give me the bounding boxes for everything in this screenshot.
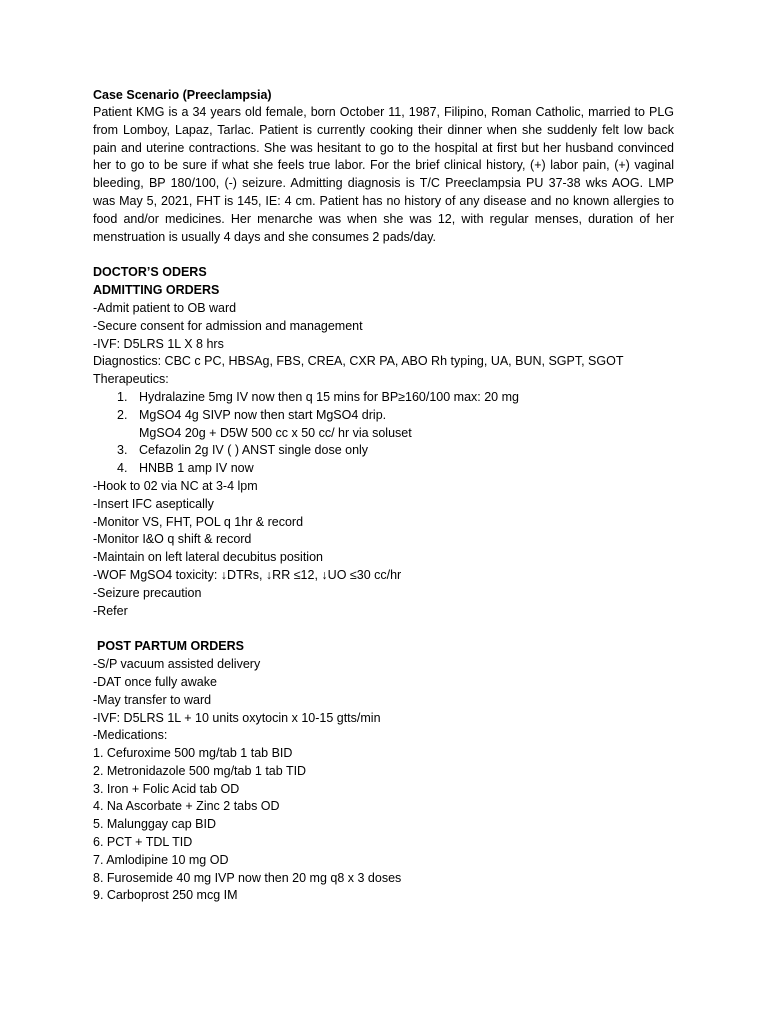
list-number: 4. (117, 461, 128, 476)
order-line: -DAT once fully awake (93, 674, 217, 689)
case-title: Case Scenario (Preeclampsia) (93, 88, 272, 102)
order-line: -Seizure precaution (93, 585, 202, 600)
list-number: 2. (117, 407, 128, 422)
medication-item: 9. Carboprost 250 mcg IM (93, 888, 238, 903)
list-item (93, 389, 674, 407)
admitting-lines-after (93, 478, 674, 620)
list-number: 3. (117, 443, 128, 458)
therapeutics-label: Therapeutics: (93, 372, 169, 387)
order-line: -IVF: D5LRS 1L + 10 units oxytocin x 10-15 gtts/min (93, 710, 381, 725)
medication-item: 8. Furosemide 40 mg IVP now then 20 mg q8 x 3 doses (93, 870, 402, 885)
medication-item: 5. Malunggay cap BID (93, 817, 216, 832)
therapeutics-list (93, 389, 674, 425)
medication-item: 1. Cefuroxime 500 mg/tab 1 tab BID (93, 746, 293, 761)
medications-label: -Medications: (93, 728, 168, 743)
order-line: -Insert IFC aseptically (93, 496, 214, 511)
order-line: -Monitor VS, FHT, POL q 1hr & record (93, 514, 304, 529)
medication-item: 3. Iron + Folic Acid tab OD (93, 781, 240, 796)
order-line: -Maintain on left lateral decubitus position (93, 550, 323, 565)
medication-item: 7. Amlodipine 10 mg OD (93, 852, 229, 867)
diagnostics-line: Diagnostics: CBC c PC, HBSAg, FBS, CREA, CXR PA, ABO Rh typing, UA, BUN, SGPT, SGOT (93, 354, 624, 369)
spacer (93, 246, 674, 264)
list-number: 1. (117, 389, 128, 404)
list-item (93, 460, 674, 478)
list-item (93, 407, 674, 425)
medication-item: 4. Na Ascorbate + Zinc 2 tabs OD (93, 799, 280, 814)
post-partum-lines (93, 656, 674, 745)
medications-list (93, 745, 674, 905)
case-paragraph: Patient KMG is a 34 years old female, born October 11, 1987, Filipino, Roman Catholic, married to PLG from Lomboy, Lapaz, Tarlac. Patient is currently cooking their dinner when she suddenly felt low back pain and uterine contractions. She was hesitant to go to the hospital at first but her husband convinced her to go to be sure if what she feels true labor. For the brief clinical history, (+) labor pain, (+) vaginal bleeding, BP 180/100, (-) seizure. Admitting diagnosis is T/C Preeclampsia PU 37-38 wks AOG. LMP was May 5, 2021, FHT is 145, IE: 4 cm. Patient has no history of any disease and no known allergies to food and/or medicines. Her menarche was when she was 12, with regular menses, duration of her menstruation is usually 4 days and she consumes 2 pads/day. (93, 105, 674, 244)
order-line: -WOF MgSO4 toxicity: ↓DTRs, ↓RR ≤12, ↓UO ≤30 cc/hr (93, 567, 402, 582)
list-item-text: Hydralazine 5mg IV now then q 15 mins for BP≥160/100 max: 20 mg (139, 389, 519, 404)
list-item-text: HNBB 1 amp IV now (139, 461, 254, 476)
medication-item: 6. PCT + TDL TID (93, 835, 193, 850)
order-line: -Monitor I&O q shift & record (93, 532, 252, 547)
list-item-continuation: MgSO4 20g + D5W 500 cc x 50 cc/ hr via soluset (139, 425, 412, 440)
list-item-text: MgSO4 4g SIVP now then start MgSO4 drip. (139, 407, 387, 422)
admitting-orders-heading: ADMITTING ORDERS (93, 283, 220, 298)
medication-item: 2. Metronidazole 500 mg/tab 1 tab TID (93, 763, 307, 778)
doctors-orders-heading: DOCTOR’S ODERS (93, 265, 207, 280)
order-line: -Refer (93, 603, 128, 618)
spacer (93, 620, 674, 638)
post-partum-heading: POST PARTUM ORDERS (97, 639, 244, 654)
order-line: -Admit patient to OB ward (93, 300, 237, 315)
list-item-text: Cefazolin 2g IV ( ) ANST single dose only (139, 443, 369, 458)
order-line: -IVF: D5LRS 1L X 8 hrs (93, 336, 224, 351)
admitting-lines-before (93, 300, 674, 389)
order-line: -Secure consent for admission and management (93, 318, 363, 333)
document-page (93, 86, 674, 905)
therapeutics-list-continued (93, 442, 674, 478)
order-line: -Hook to 02 via NC at 3-4 lpm (93, 478, 258, 493)
order-line: -S/P vacuum assisted delivery (93, 657, 261, 672)
list-item (93, 442, 674, 460)
order-line: -May transfer to ward (93, 692, 212, 707)
